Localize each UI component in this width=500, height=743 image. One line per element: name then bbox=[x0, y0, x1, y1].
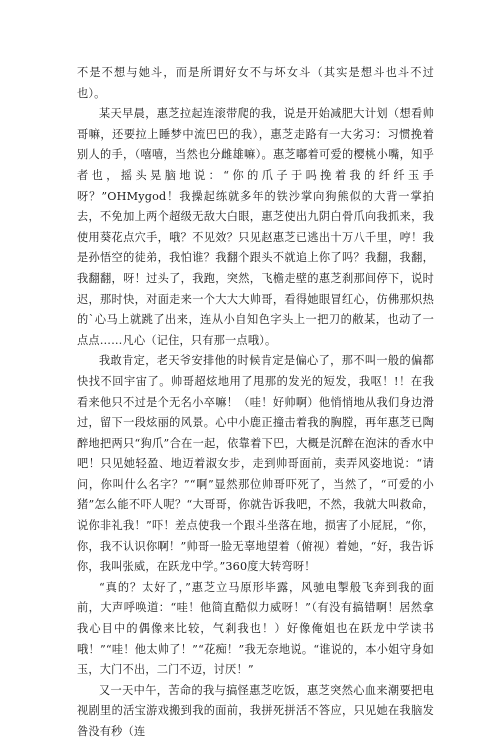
text-line: 地，损害了小屁屁，“你，你，我不认识你啊！”帅哥一脸无辜地望着（俯 bbox=[77, 519, 434, 553]
paragraph-1 bbox=[77, 63, 434, 104]
text-line: （记住，只有那一点哦）。 bbox=[145, 333, 277, 347]
text-line: 个无名小卒嘛！（哇！好帅啊）他悄悄地从我们身边滑过，留下一段炫丽的风 bbox=[77, 395, 434, 430]
text-line: 里，哼！我是孙悟空的徒弟，我怕谁？我翻个跟头不就追上你了吗？我翻，我 bbox=[77, 230, 434, 265]
text-line: “真的？太好了，”惠芝立马原形毕露，风驰电掣般飞奔到我的面前，大 bbox=[77, 580, 434, 615]
text-line: 的活宝游戏搬到我的面前，我拼死拼活不答应，只见她在我脑发昝没有秒（连 bbox=[77, 704, 434, 738]
text-line: 位帅哥吓死了，当然了，“可爱的小猪”怎么能不吓人呢？“大哥哥，你就告 bbox=[77, 477, 434, 512]
text-line: 又一天中午，苦命的我与搞怪惠芝吃饭，惠芝突然心血来潮要把电视剧里 bbox=[77, 683, 434, 718]
paragraph-5 bbox=[77, 681, 434, 743]
text-line: 了！”“花痴！”我无奈地说。“谁说的，本小姐守身如玉，大门不出，二门 bbox=[77, 642, 434, 677]
text-line: 不是不想与她斗，而是所谓好女不与坏女斗（其实是想斗也斗不过也）。 bbox=[77, 66, 434, 100]
text-line: 回宇宙了。帅哥超炫地用了甩那的发光的短发，我呕！!！在我看来他只不过是 bbox=[77, 374, 434, 409]
text-line: 上就跳了出来，连从小自知色字头上一把刀的敝某，也动了一点点……凡心 bbox=[77, 313, 434, 347]
text-line: 翻，我翻翻，呀！过头了，我跑，突然，飞檐走壁的惠芝刹那间停下，说时 bbox=[77, 251, 434, 285]
text-line: 迟，那时快，对面走来一个大大大帅哥，看得她眼冒红心，仿佛那炽热的`心马 bbox=[77, 292, 434, 327]
text-line: 起，依靠着下巴，大概是沉醉在泡沫的香水中吧！只见她轻盈、地迈着淑女 bbox=[77, 436, 434, 471]
text-line: 像来比较，气剎我也！）好像俺姐也在跃龙中学读书哦！”“哇！他太帅 bbox=[77, 622, 434, 656]
text-line: 骨爪向我抓来，我使用葵花点穴手，哦？不见效？只见赵惠芝已逃出十万八千 bbox=[77, 210, 434, 244]
paragraph-2 bbox=[77, 104, 434, 351]
text-line: （嘻嘻，当然也分雌雄嘛）。惠芝嘟着可爱的樱桃小嘴，知乎者也，摇头晃脑地 bbox=[77, 148, 434, 182]
text-line: 还要拉上睡梦中流巴巴的我），惠芝走路有一大劣习：习惯挽着别人的手， bbox=[77, 127, 434, 162]
paragraph-3 bbox=[77, 351, 434, 578]
text-line: 不迈，讨厌！” bbox=[179, 663, 254, 677]
text-line: 说：“你的爪子于吗挽着我的纤纤玉手呀？”OHMygod！我操起练就多年的铁沙 bbox=[77, 168, 434, 203]
text-line: 步，走到帅哥面前，卖弄风姿地说：“请问，你叫什么名字？”“啊”显然那 bbox=[77, 457, 434, 491]
text-line: 视）着她，“好，我告诉你，我叫张威，在跃龙中学。”360度大转弯呀！ bbox=[77, 539, 435, 574]
text-line: 掌向狗熊似的大背一掌拍去，不免加上两个超级无敌大白眼，惠芝使出九阴白 bbox=[77, 189, 435, 224]
text-line: 我敢肯定，老天爷安排他的时候肯定是偏心了，那不叫一般的偏都快找不 bbox=[77, 354, 434, 388]
text-line: 景。心中小鹿正撞击着我的胸膛，再年惠芝已陶醉地把两只“狗爪”合在一 bbox=[77, 416, 434, 450]
text-line: 诉我吧，不然，我就大叫救命，说你非礼我！”吓！差点使我一个跟斗坐落在 bbox=[77, 498, 434, 533]
paragraph-4 bbox=[77, 578, 434, 681]
text-line: 某天早晨，惠芝拉起连滚带爬的我，说是开始减肥大计划（想看帅哥嘛， bbox=[77, 107, 434, 141]
text-line: 声呼唤道：“哇！他简直酷似力威呀！”（有没有搞错啊！居然拿我心目中的偶 bbox=[77, 601, 434, 636]
